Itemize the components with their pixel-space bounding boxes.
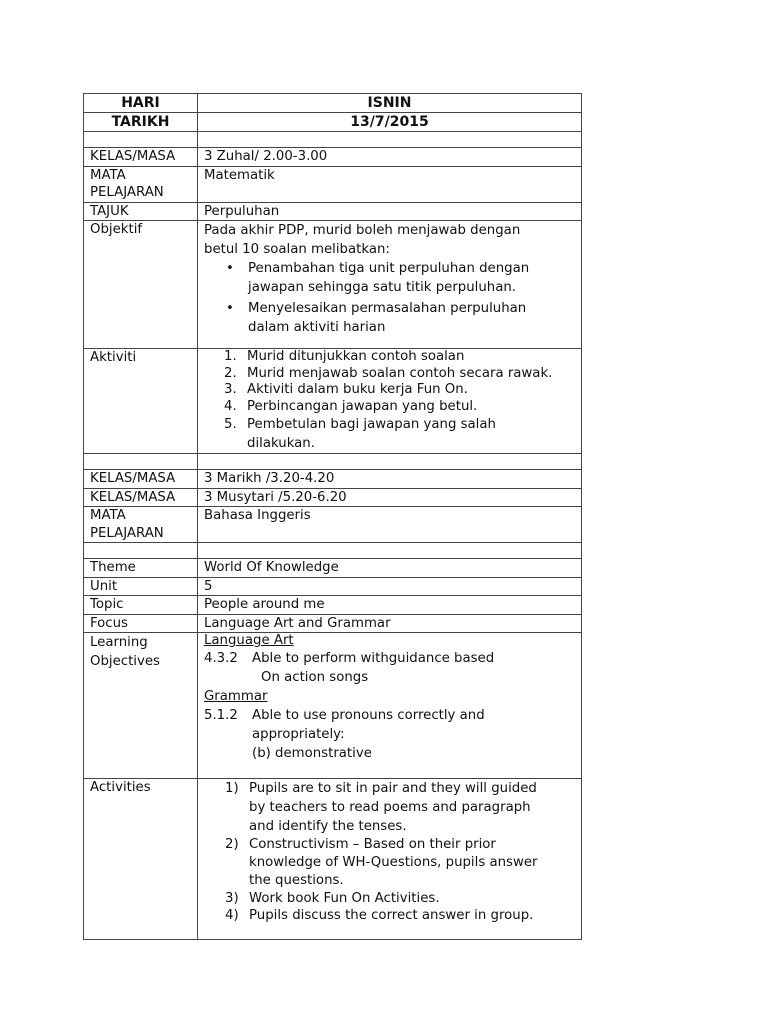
- list-item: [225, 907, 581, 924]
- lo-label-line1: Learning: [90, 635, 148, 650]
- unit-label: Unit: [84, 577, 198, 596]
- item-text: Constructivism – Based on their prior: [249, 837, 496, 852]
- hari-value: ISNIN: [198, 94, 582, 113]
- row-theme: [84, 559, 582, 578]
- item-number: 2.: [224, 365, 237, 381]
- bullet-text-line2: dalam aktiviti harian: [248, 320, 386, 335]
- mata-label: [84, 166, 198, 202]
- lo-text: Able to perform withguidance based: [252, 651, 495, 666]
- item-text: and identify the tenses.: [249, 819, 407, 834]
- row-objektif: [84, 221, 582, 349]
- row-topic: [84, 596, 582, 615]
- tajuk-value: Perpuluhan: [198, 202, 582, 221]
- kelas2-value: 3 Musytari /5.20-6.20: [198, 488, 582, 507]
- lo-value: [198, 633, 582, 779]
- list-item: [224, 349, 581, 366]
- lo-item-2-cont: appropriately:: [252, 727, 345, 742]
- list-item: [226, 299, 581, 337]
- aktiviti-value: [198, 349, 582, 454]
- bullet-text-line1: Penambahan tiga unit perpuluhan dengan: [248, 261, 530, 276]
- objektif-value: [198, 221, 582, 349]
- tarikh-label: TARIKH: [84, 113, 198, 132]
- row-aktiviti: [84, 349, 582, 454]
- theme-value: World Of Knowledge: [198, 559, 582, 578]
- lo-code: 5.1.2: [204, 708, 238, 723]
- hari-label: HARI: [84, 94, 198, 113]
- item-number: 1.: [224, 349, 237, 364]
- item-number: 4.: [224, 398, 237, 414]
- bullet-icon: •: [226, 301, 234, 316]
- lo-label: [84, 633, 198, 779]
- mata-label-line2: PELAJARAN: [90, 185, 164, 200]
- row-mata-pelajaran: [84, 166, 582, 202]
- item-text-cont: dilakukan.: [247, 436, 315, 451]
- item-text: Murid menjawab soalan contoh secara rawak.: [247, 365, 553, 381]
- mata-label-line1: MATA: [90, 167, 126, 183]
- item-text: by teachers to read poems and paragraph: [249, 800, 531, 815]
- aktiviti-list: [204, 349, 581, 453]
- row-kelas-masa-2: [84, 470, 582, 489]
- lo-subheading-language-art: Language Art: [204, 633, 294, 648]
- aktiviti-label: Aktiviti: [84, 349, 198, 454]
- kelas-label: KELAS/MASA: [84, 148, 198, 167]
- list-item: [226, 259, 581, 297]
- lo-text: Able to use pronouns correctly and: [252, 708, 485, 723]
- focus-value: Language Art and Grammar: [198, 614, 582, 633]
- header-row-tarikh: [84, 113, 582, 132]
- activities-list: [204, 779, 581, 924]
- item-text: Perbincangan jawapan yang betul.: [247, 398, 478, 414]
- tarikh-value: 13/7/2015: [198, 113, 582, 132]
- item-text: the questions.: [249, 873, 344, 888]
- item-text: Murid ditunjukkan contoh soalan: [247, 349, 465, 364]
- row-focus: [84, 614, 582, 633]
- item-text: Work book Fun On Activities.: [249, 891, 440, 906]
- tajuk-label: TAJUK: [84, 202, 198, 221]
- row-learning-objectives: [84, 633, 582, 779]
- list-item: [225, 890, 581, 907]
- blank-row: [84, 543, 582, 559]
- kelas-value: 3 Zuhal/ 2.00-3.00: [198, 148, 582, 167]
- list-item: [225, 836, 581, 890]
- focus-label: Focus: [84, 614, 198, 633]
- item-number: 5.: [224, 417, 237, 432]
- list-item: [224, 399, 581, 416]
- objektif-label: Objektif: [84, 221, 198, 349]
- activities-label: Activities: [84, 779, 198, 940]
- bullet-text-line1: Menyelesaikan permasalahan perpuluhan: [248, 301, 527, 316]
- bullet-text-line2: jawapan sehingga satu titik perpuluhan.: [248, 280, 517, 295]
- kelas1-value: 3 Marikh /3.20-4.20: [198, 470, 582, 489]
- activities-value: [198, 779, 582, 940]
- lo-code: 4.3.2: [204, 651, 238, 666]
- item-text: Pupils are to sit in pair and they will guided: [249, 781, 537, 796]
- list-item: [225, 779, 581, 836]
- lo-subheading-grammar: Grammar: [204, 689, 268, 704]
- list-item: [224, 415, 581, 453]
- list-item: [224, 366, 581, 383]
- lo-item-1: [204, 649, 581, 668]
- row-activities: [84, 779, 582, 940]
- item-number: 3.: [224, 382, 237, 397]
- mata-value: Matematik: [198, 166, 582, 202]
- item-text: knowledge of WH-Questions, pupils answer: [249, 855, 538, 870]
- item-number: 1): [225, 781, 239, 796]
- theme-label: Theme: [84, 559, 198, 578]
- mata2-label-line1: MATA: [90, 508, 126, 523]
- objektif-intro-line2: betul 10 soalan melibatkan:: [204, 242, 390, 257]
- mata2-label: [84, 507, 198, 543]
- kelas2-label: KELAS/MASA: [84, 488, 198, 507]
- item-text: Aktiviti dalam buku kerja Fun On.: [247, 382, 468, 397]
- topic-label: Topic: [84, 596, 198, 615]
- lo-item-2: [204, 706, 581, 725]
- kelas1-label: KELAS/MASA: [84, 470, 198, 489]
- item-number: 4): [225, 908, 239, 924]
- row-unit: [84, 577, 582, 596]
- objektif-bullet-list: [204, 259, 581, 337]
- lo-label-line2: Objectives: [90, 654, 160, 669]
- row-kelas-masa-3: [84, 488, 582, 507]
- mata2-label-line2: PELAJARAN: [90, 525, 164, 541]
- item-text: Pembetulan bagi jawapan yang salah: [247, 417, 496, 432]
- row-tajuk: [84, 202, 582, 221]
- row-kelas-masa: [84, 148, 582, 167]
- list-item: [224, 382, 581, 399]
- row-mata-pelajaran-2: [84, 507, 582, 543]
- blank-row: [84, 454, 582, 470]
- header-row-hari: [84, 94, 582, 113]
- item-number: 3): [225, 891, 239, 906]
- lesson-plan-table: [83, 93, 582, 940]
- item-number: 2): [225, 837, 239, 852]
- bullet-icon: •: [226, 261, 234, 276]
- objektif-intro-line1: Pada akhir PDP, murid boleh menjawab dengan: [204, 223, 521, 238]
- item-text: Pupils discuss the correct answer in group.: [249, 908, 534, 924]
- lo-item-1-cont: On action songs: [261, 670, 369, 685]
- blank-row: [84, 132, 582, 148]
- unit-value: 5: [198, 577, 582, 596]
- topic-value: People around me: [198, 596, 582, 615]
- mata2-value: Bahasa Inggeris: [198, 507, 582, 543]
- lo-item-2-sub: (b) demonstrative: [252, 746, 372, 761]
